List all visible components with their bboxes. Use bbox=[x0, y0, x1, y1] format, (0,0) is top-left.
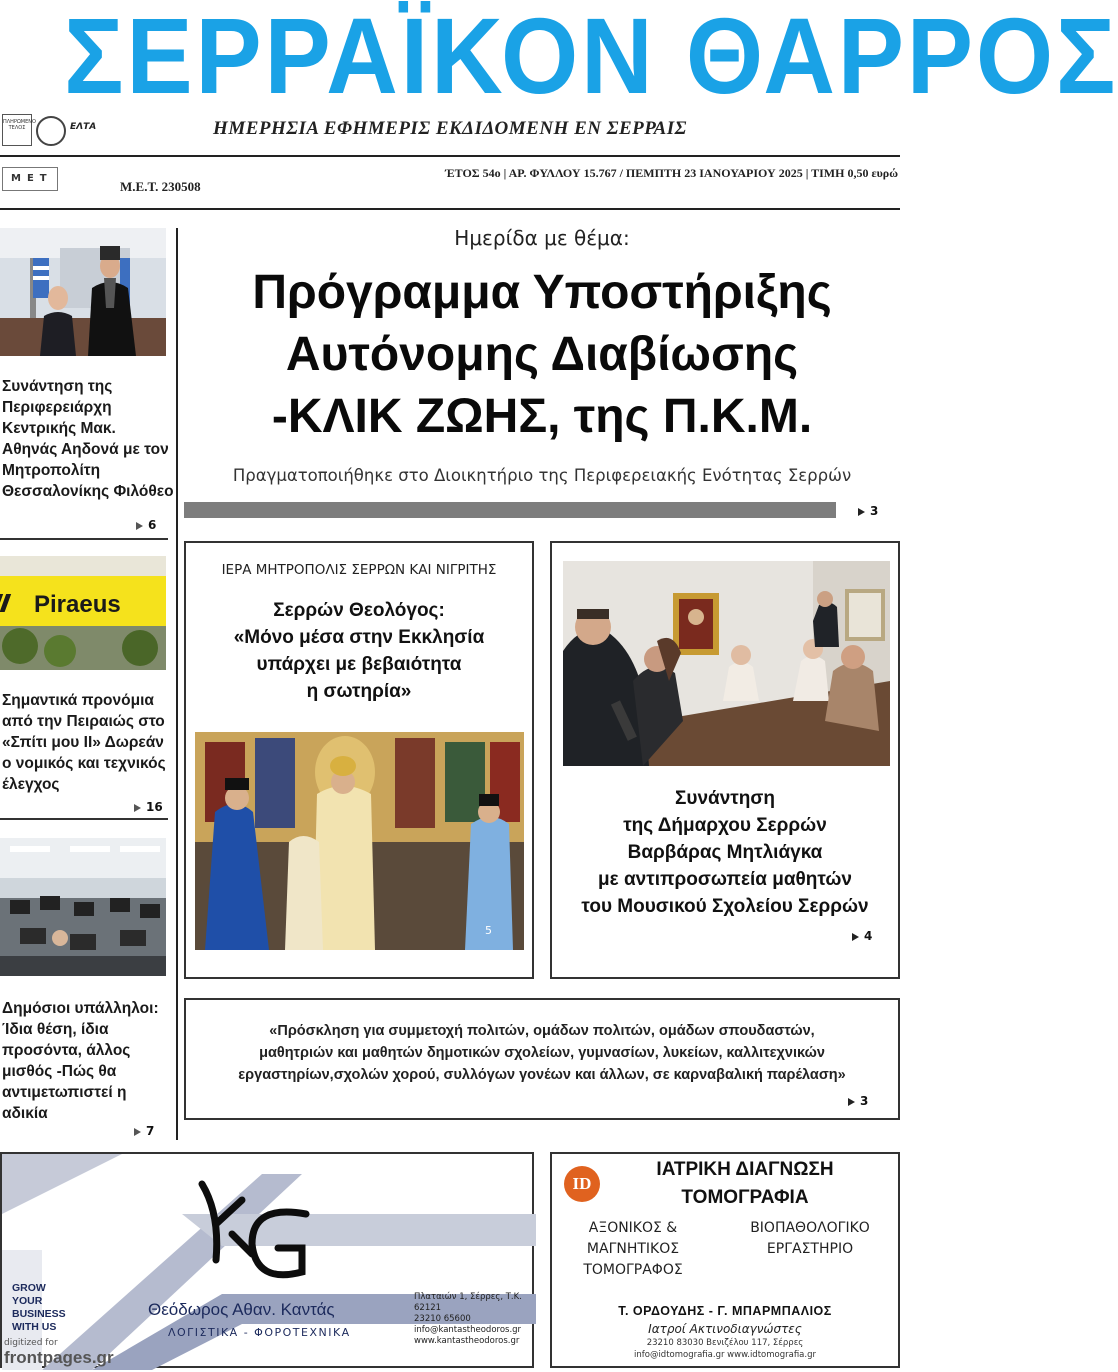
photo-page-number: 5 bbox=[485, 924, 492, 937]
church-story-box[interactable] bbox=[184, 541, 534, 979]
seal-icon bbox=[36, 116, 66, 146]
arrow-right-icon bbox=[134, 804, 141, 812]
medical-ad-web: info@idtomografia.gr www.idtomografia.gr bbox=[634, 1350, 816, 1360]
notice-box[interactable] bbox=[184, 998, 900, 1120]
id-logo-icon: ID bbox=[564, 1166, 600, 1202]
arrow-right-icon bbox=[852, 933, 859, 941]
elta-logo: ΕΛΤΑ bbox=[70, 122, 97, 132]
church-story-headline[interactable]: Σερρών Θεολόγος: «Μόνο μέσα στην Εκκλησία υπάρχει με βεβαιότητα η σωτηρία» bbox=[233, 600, 485, 702]
medical-ad-service-2: ΒΙΟΠΑΘΟΛΟΓΙΚΟ ΕΡΓΑΣΤΗΡΙΟ bbox=[750, 1220, 870, 1257]
side-story-2-headline[interactable]: Σημαντικά προνόμια από την Πειραιώς στο «Σπίτι μου ΙΙ» Δωρεάν ο νομικός και τεχνικός έλεγχος bbox=[2, 692, 166, 793]
issue-info: ΈΤΟΣ 54ο | ΑΡ. ΦΥΛΛΟΥ 15.767 / ΠΕΜΠΤΗ 23 ΙΑΝΟΥΑΡΙΟΥ 2025 | ΤΙΜΗ 0,50 ευρώ bbox=[445, 166, 898, 180]
notice-text: «Πρόσκληση για συμμετοχή πολιτών, ομάδων πολιτών, ομάδων σπουδαστών, μαθητριών και μαθητών δημοτικών σχολείων, γυμνασίων, λυκείων, καλλιτεχνικών εργαστηρίων,σχολών χορού, συλλόγων γονέων και άλλων, σε καρναβαλική παρέλαση» bbox=[238, 1023, 846, 1083]
side-story-1-headline[interactable]: Συνάντηση της Περιφερειάρχη Κεντρικής Μακ. Αθηνάς Αηδονά με τον Μητροπολίτη Θεσσαλονίκης Φιλόθεο bbox=[2, 378, 174, 500]
met-code: Μ.Ε.Τ. 230508 bbox=[120, 179, 201, 194]
watermark-caption: digitized for bbox=[4, 1338, 58, 1348]
arrow-right-icon bbox=[848, 1098, 855, 1106]
side-story-1-page-ref[interactable]: 6 bbox=[136, 518, 156, 532]
mayor-story-headline[interactable]: Συνάντηση της Δήμαρχου Σερρών Βαρβάρας Μητλιάγκα με αντιπροσωπεία μαθητών του Μουσικού Σχολείου Σερρών bbox=[581, 788, 869, 917]
side-story-3-photo[interactable] bbox=[0, 838, 166, 976]
masthead-rule-top bbox=[0, 155, 900, 157]
side-story-1-photo[interactable] bbox=[0, 228, 166, 356]
accountant-name: Θεόδωρος Αθαν. Καντάς bbox=[148, 1300, 335, 1319]
medical-ad[interactable] bbox=[550, 1152, 900, 1368]
accountant-contact: Πλαταιών 1, Σέρρες, Τ.Κ. 62121 23210 65600 info@kantastheodoros.gr www.kantastheodoros.gr bbox=[414, 1292, 522, 1346]
arrow-right-icon bbox=[858, 508, 865, 516]
accountant-tagline: ΛΟΓΙΣΤΙΚΑ - ΦΟΡΟΤΕΧΝΙΚΑ bbox=[168, 1326, 351, 1339]
masthead-rule-bottom bbox=[0, 208, 900, 210]
medical-ad-address: 23210 83030 Βενιζέλου 117, Σέρρες bbox=[646, 1338, 804, 1348]
column-divider bbox=[176, 228, 178, 1140]
side-divider bbox=[0, 818, 168, 820]
lead-subtitle: Πραγματοποιήθηκε στο Διοικητήριο της Περιφερειακής Ενότητας Σερρών bbox=[232, 466, 852, 485]
lead-headline[interactable]: Πρόγραμμα Υποστήριξης Αυτόνομης Διαβίωσης -ΚΛΙΚ ΖΩΗΣ, της Π.Κ.Μ. bbox=[252, 266, 832, 443]
piraeus-logo-text: Piraeus bbox=[34, 591, 121, 618]
met-logo: ΜΕΤ bbox=[2, 167, 58, 191]
accounting-ad[interactable] bbox=[0, 1152, 534, 1368]
newspaper-title[interactable]: ΣΕΡΡΑΪΚΟΝ ΘΑΡΡΟΣ bbox=[64, 0, 1118, 116]
medical-ad-service-1: ΑΞΟΝΙΚΟΣ & ΜΑΓΝΗΤΙΚΟΣ ΤΟΜΟΓΡΑΦΟΣ bbox=[583, 1220, 683, 1278]
mayor-story-box[interactable] bbox=[550, 541, 900, 979]
lead-page-ref[interactable]: 3 bbox=[858, 504, 878, 518]
notice-page-ref[interactable]: 3 bbox=[848, 1094, 868, 1108]
arrow-right-icon bbox=[136, 522, 143, 530]
medical-ad-title: ΙΑΤΡΙΚΗ ΔΙΑΓΝΩΣΗ ΤΟΜΟΓΡΑΦΙΑ bbox=[656, 1159, 834, 1208]
mayor-story-page-ref[interactable]: 4 bbox=[852, 929, 872, 943]
lead-kicker: Ημερίδα με θέμα: bbox=[454, 226, 630, 250]
side-divider bbox=[0, 538, 168, 540]
watermark-site[interactable]: frontpages.gr bbox=[4, 1348, 114, 1367]
masthead bbox=[0, 0, 1118, 210]
side-story-2-photo[interactable] bbox=[0, 556, 166, 670]
church-story-kicker: ΙΕΡΑ ΜΗΤΡΟΠΟΛΙΣ ΣΕΡΡΩΝ ΚΑΙ ΝΙΓΡΙΤΗΣ bbox=[221, 562, 497, 578]
church-story-photo[interactable] bbox=[195, 732, 524, 950]
side-story-2-page-ref[interactable]: 16 bbox=[134, 800, 163, 814]
medical-ad-doctors: Τ. ΟΡΔΟΥΔΗΣ - Γ. ΜΠΑΡΜΠΑΛΙΟΣ bbox=[618, 1304, 832, 1318]
side-story-3-headline[interactable]: Δημόσιοι υπάλληλοι: Ίδια θέση, ίδια προσόντα, άλλος μισθός -Πώς θα αντιμετωπιστεί η αδικία bbox=[2, 1000, 159, 1122]
lead-divider-bar bbox=[184, 502, 836, 518]
grow-slogan: GROW YOUR BUSINESS WITH US bbox=[12, 1282, 66, 1333]
mayor-story-photo[interactable] bbox=[563, 561, 890, 766]
side-story-3-page-ref[interactable]: 7 bbox=[134, 1124, 154, 1138]
arrow-right-icon bbox=[134, 1128, 141, 1136]
medical-ad-role: Ιατροί Ακτινοδιαγνώστες bbox=[648, 1322, 802, 1336]
newspaper-subtitle: ΗΜΕΡΗΣΙΑ ΕΦΗΜΕΡΙΣ ΕΚΔΙΔΟΜΕΝΗ ΕΝ ΣΕΡΡΑΙΣ bbox=[213, 118, 687, 139]
postage-logos bbox=[0, 112, 110, 152]
postage-paid-logo: ΠΛΗΡΩΜΕΝΟ ΤΕΛΟΣ bbox=[2, 114, 32, 146]
